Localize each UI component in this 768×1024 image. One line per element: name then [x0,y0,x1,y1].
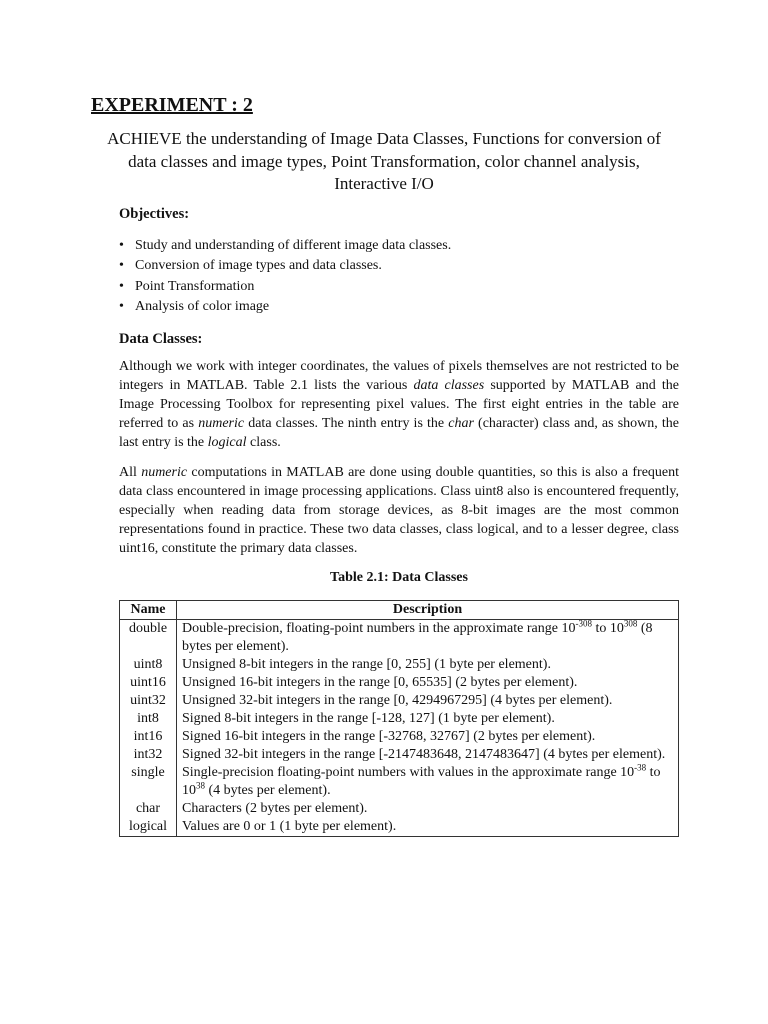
table-row [120,620,679,657]
table-row [120,818,679,837]
text: Signed 16-bit integers in the range [-32768, 32767] (2 bytes per element). [182,729,596,744]
table-row [120,800,679,818]
table-header-row [120,601,679,620]
text: Signed 8-bit integers in the range [-128, 127] (1 byte per element). [182,711,555,726]
cell-name: double [120,620,177,657]
cell-description [177,692,679,710]
text: Values are 0 or 1 (1 byte per element). [182,819,397,834]
emphasis: numeric [141,465,188,480]
text: (8 bytes per element). [182,621,653,654]
table-caption: Table 2.1: Data Classes [330,570,468,585]
cell-description [177,674,679,692]
objectives-list [119,236,451,317]
list-item-text: Analysis of color image [135,298,270,314]
cell-description [177,620,679,657]
emphasis: char [448,416,474,431]
cell-name: int8 [120,710,177,728]
cell-name: int32 [120,746,177,764]
table-row [120,656,679,674]
list-item-text: Study and understanding of different image data classes. [135,238,452,253]
list-item [119,297,451,317]
table-row [120,764,679,800]
text: to 10 [591,621,624,636]
exponent: -38 [634,762,647,773]
cell-name: single [120,764,177,800]
text: (character) class and, as shown, the last entry is the [119,416,679,450]
text: Although we work with integer coordinates, the values of pixels themselves are not restricted to be integers in MATLAB. Table 2.1 lists the various [119,359,679,393]
cell-name: char [120,800,177,818]
table-row [120,692,679,710]
cell-description [177,656,679,674]
text: class. [246,435,281,450]
column-header-name: Name [120,601,177,620]
table-row [120,710,679,728]
list-item [119,236,451,256]
data-classes-heading: Data Classes: [119,331,203,347]
cell-description [177,746,679,764]
text: Double-precision, floating-point numbers in the approximate range 10 [182,621,576,636]
data-classes-table [119,600,679,837]
cell-description [177,818,679,837]
list-item [119,277,451,297]
bullet-icon: • [119,258,124,274]
list-item [119,256,451,276]
exponent: 308 [623,618,638,629]
cell-name: uint16 [120,674,177,692]
experiment-subtitle [80,128,688,196]
paragraph-2 [119,463,679,558]
text: Unsigned 16-bit integers in the range [0, 65535] (2 bytes per element). [182,675,578,690]
table-row [120,746,679,764]
text: Single-precision floating-point numbers with values in the approximate range 10 [182,765,635,780]
text: (4 bytes per element). [205,783,331,798]
list-item-text: Conversion of image types and data classes. [135,258,382,274]
objectives-heading: Objectives: [119,206,190,222]
cell-description [177,764,679,800]
cell-name: uint32 [120,692,177,710]
text: supported by MATLAB and the Image Processing Toolbox for representing pixel values. The first eight entries in the table are referred to as [119,378,679,431]
subtitle-line: ACHIEVE the understanding of Image Data Classes, Functions for conversion of [107,129,661,148]
exponent: -308 [575,618,592,629]
text: Characters (2 bytes per element). [182,801,368,816]
list-item-text: Point Transformation [135,278,255,294]
bullet-icon: • [119,278,124,294]
text: to 10 [182,765,661,798]
bullet-icon: • [119,238,124,253]
column-header-description: Description [177,601,679,620]
table-row [120,728,679,746]
text: Unsigned 32-bit integers in the range [0, 4294967295] (4 bytes per element). [182,693,613,708]
cell-name: int16 [120,728,177,746]
text: Unsigned 8-bit integers in the range [0, 255] (1 byte per element). [182,657,551,672]
subtitle-line: Interactive I/O [334,174,434,193]
emphasis: data classes [413,378,485,393]
emphasis: logical [207,435,247,450]
table-row [120,674,679,692]
subtitle-line: data classes and image types, Point Transformation, color channel analysis, [128,151,640,171]
cell-description [177,800,679,818]
text: All [119,465,142,480]
exponent: 38 [196,780,205,791]
cell-description [177,728,679,746]
cell-name: uint8 [120,656,177,674]
text: computations in MATLAB are done using double quantities, so this is also a frequent data class encountered in image processing applications. Class uint8 also is encountered frequently, especially when reading data from storage devices, as 8-bit images are the most common representations found in practice. These two data classes, class logical, and to a lesser degree, class uint16, constitute the primary data classes. [119,465,680,556]
emphasis: numeric [198,416,245,431]
paragraph-1 [119,357,679,452]
text: Signed 32-bit integers in the range [-2147483648, 2147483647] (4 bytes per element). [182,747,666,762]
text: data classes. The ninth entry is the [244,416,449,431]
cell-description [177,710,679,728]
cell-name: logical [120,818,177,837]
experiment-title: EXPERIMENT : 2 [91,94,253,116]
bullet-icon: • [119,298,124,314]
